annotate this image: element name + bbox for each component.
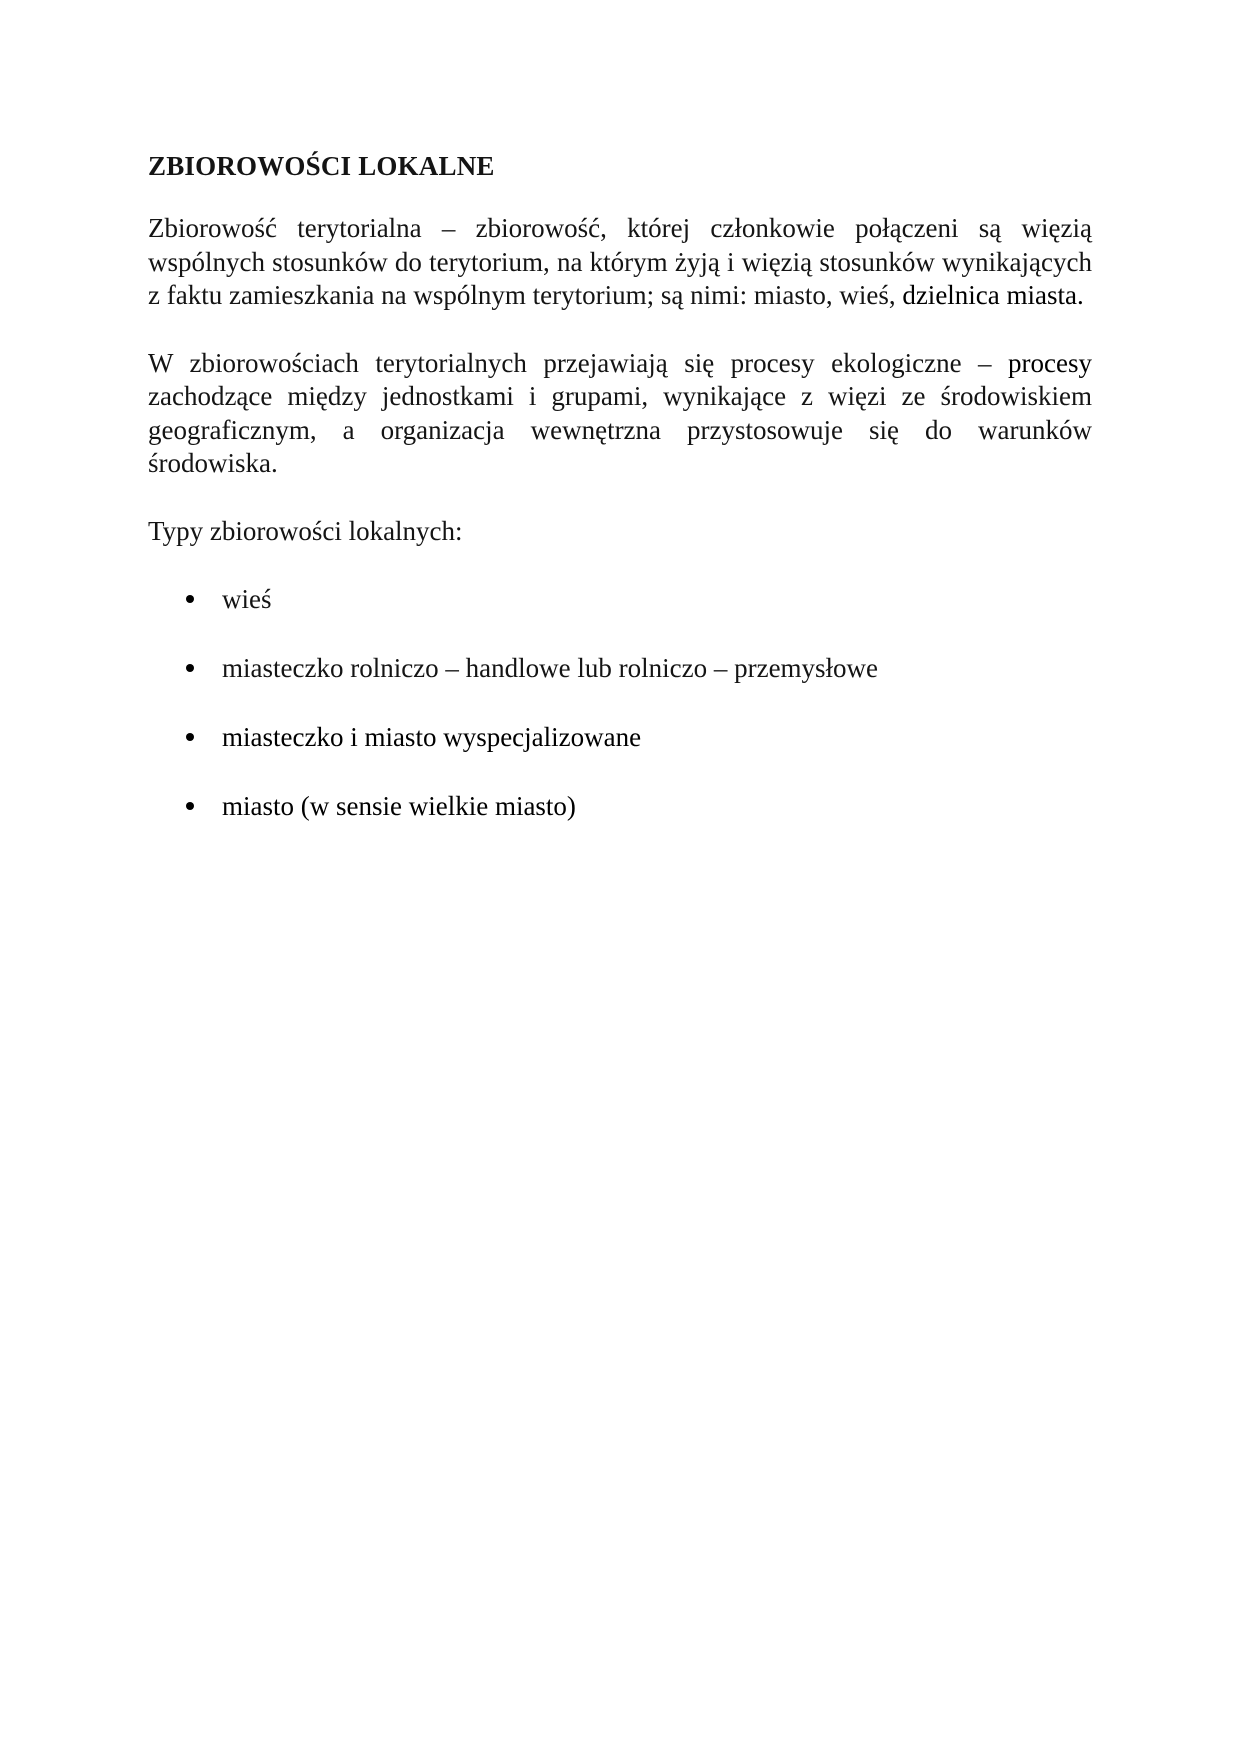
paragraph-2-text-end: zachodzące między jednostkami i grupami, wynikające z więzi ze środowiskiem geograficznym, a organizacja wewnętrzna przystosowuje się do warunków środowiska. [148, 381, 1092, 478]
paragraph-1-text: Zbiorowość terytorialna – zbiorowość, której członkowie połączeni są więzią wspólnych stosunków do terytorium, na którym żyją i więzią stosunków wynikających z faktu zamieszkania na wspólnym terytorium; są nimi: miasto, wieś, [148, 213, 1092, 310]
list-item-label: miasteczko i miasto wyspecjalizowane [222, 722, 642, 752]
document-title: ZBIOROWOŚCI LOKALNE [148, 151, 495, 181]
paragraph-1-emphasis: dzielnica miasta. [902, 280, 1084, 310]
list-item [148, 789, 1092, 823]
paragraph-ecological-processes [148, 347, 1092, 481]
paragraph-2-emphasis: procesy [1008, 347, 1092, 378]
list-item [148, 651, 1092, 685]
paragraph-2-text-start: W zbiorowościach terytorialnych przejawiają się procesy ekologiczne – [148, 347, 1009, 378]
community-types-list [148, 582, 1092, 823]
list-item [148, 720, 1092, 754]
paragraph-territorial-community [148, 212, 1092, 313]
bullet-icon [186, 802, 194, 810]
list-item-label: wieś [222, 584, 272, 614]
list-item-label: miasteczko rolniczo – handlowe lub rolniczo – przemysłowe [222, 653, 879, 683]
list-intro: Typy zbiorowości lokalnych: [148, 515, 463, 546]
list-item [148, 582, 1092, 616]
document-content [148, 146, 1092, 858]
bullet-icon [186, 595, 194, 603]
bullet-icon [186, 733, 194, 741]
bullet-icon [186, 664, 194, 672]
list-item-label: miasto (w sensie wielkie miasto) [222, 791, 576, 821]
